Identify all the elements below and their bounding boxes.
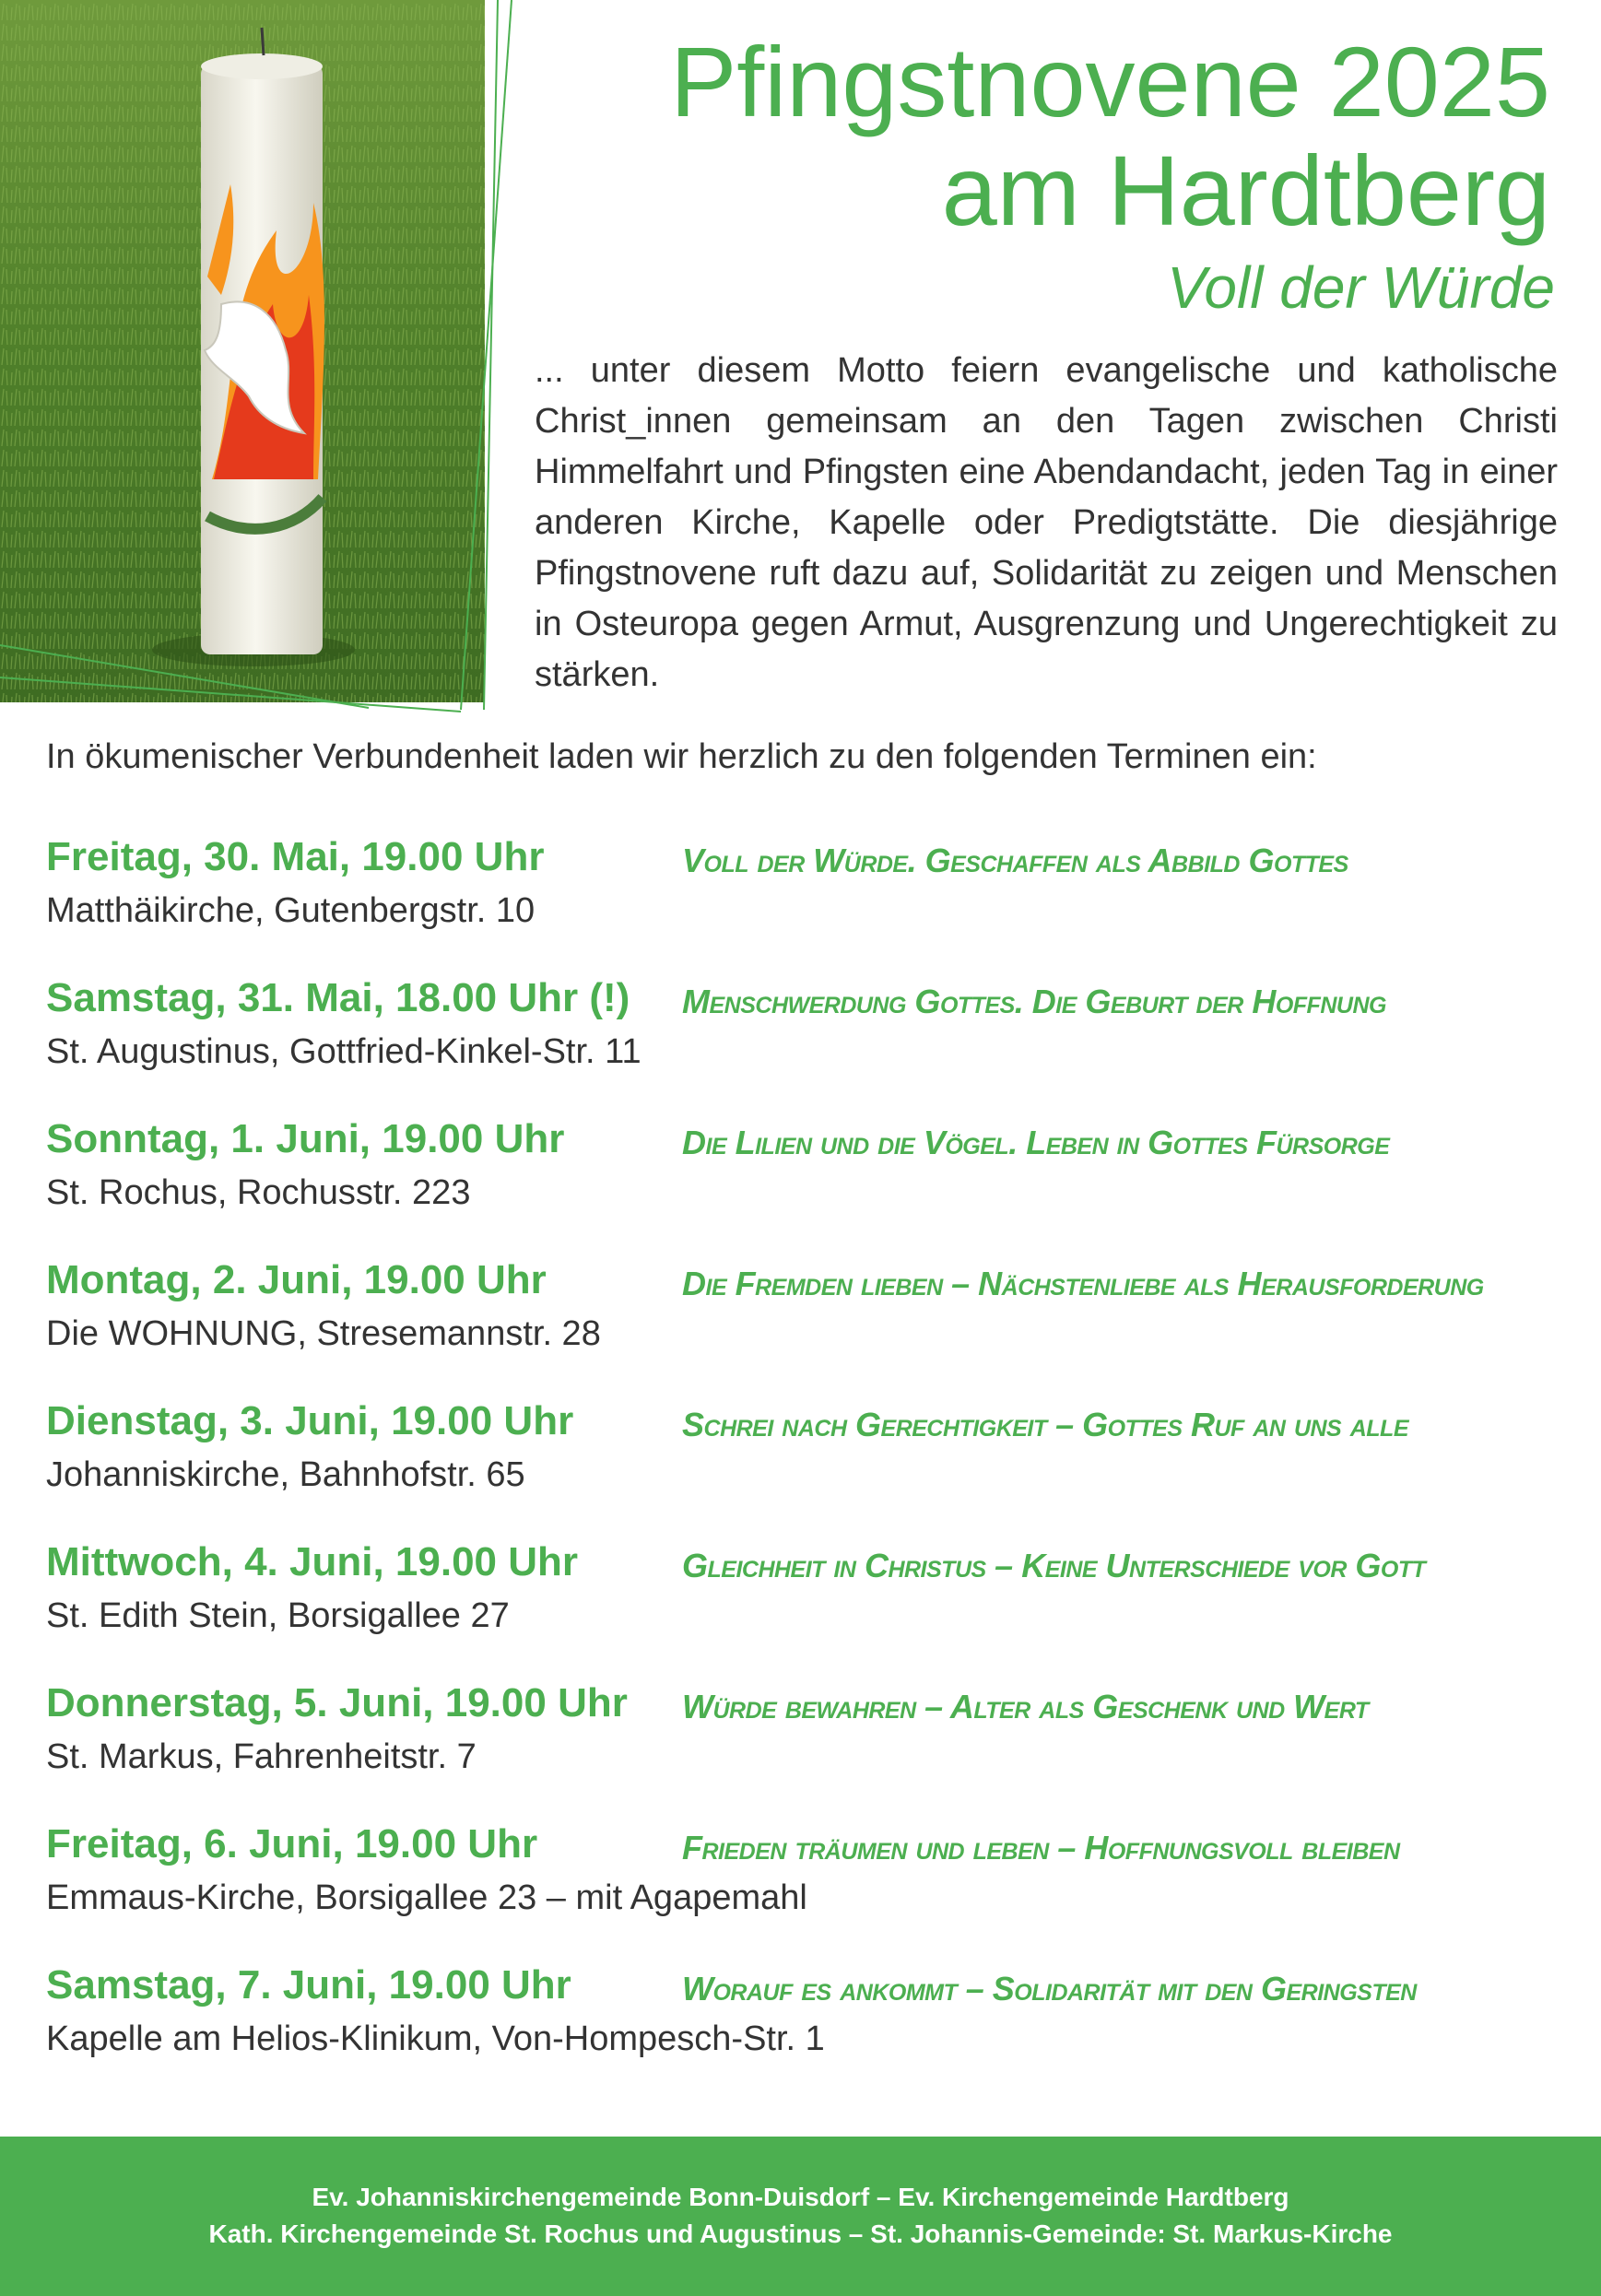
invitation-text: In ökumenischer Verbundenheit laden wir herzlich zu den folgenden Terminen ein: xyxy=(46,737,1317,776)
event-topic: Worauf es ankommt – Solidarität mit den Geringsten xyxy=(682,1970,1417,2008)
event-place: Johanniskirche, Bahnhofstr. 65 xyxy=(46,1455,525,1494)
event-topic: Die Fremden lieben – Nächstenliebe als Herausforderung xyxy=(682,1265,1484,1302)
event-place: Die WOHNUNG, Stresemannstr. 28 xyxy=(46,1314,601,1353)
event-place: Emmaus-Kirche, Borsigallee 23 – mit Agapemahl xyxy=(46,1878,807,1917)
subtitle: Voll der Würde xyxy=(1167,254,1555,321)
event-topic: Menschwerdung Gottes. Die Geburt der Hoffnung xyxy=(682,983,1386,1020)
title-line-2: am Hardtberg xyxy=(941,135,1550,246)
event-place: St. Edith Stein, Borsigallee 27 xyxy=(46,1596,510,1635)
intro-paragraph: ... unter diesem Motto feiern evangelische und katholische Christ_innen gemeinsam an den Tagen zwischen Christi Himmelfahrt und Pfingsten eine Abendandacht, jeden Tag in einer anderen Kirche, Kapelle oder Predigtstätte. Die diesjährige Pfingstnovene ruft dazu auf, Solidarität zu zeigen und Menschen in Osteuropa gegen Armut, Ausgrenzung und Ungerechtigkeit zu stärken. xyxy=(535,351,1558,694)
page-title xyxy=(670,28,1550,245)
event-date: Mittwoch, 4. Juni, 19.00 Uhr xyxy=(46,1539,579,1584)
event-date: Dienstag, 3. Juni, 19.00 Uhr xyxy=(46,1398,574,1443)
event-date: Freitag, 30. Mai, 19.00 Uhr xyxy=(46,834,545,879)
event-place: Matthäikirche, Gutenbergstr. 10 xyxy=(46,891,536,930)
event-place: St. Markus, Fahrenheitstr. 7 xyxy=(46,1737,477,1776)
footer-line-2: Kath. Kirchengemeinde St. Rochus und Augustinus – St. Johannis-Gemeinde: St. Markus-Kirche xyxy=(208,2219,1393,2248)
footer-banner xyxy=(0,2137,1601,2296)
footer-line-1: Ev. Johanniskirchengemeinde Bonn-Duisdorf – Ev. Kirchengemeinde Hardtberg xyxy=(312,2183,1289,2211)
event-date: Samstag, 7. Juni, 19.00 Uhr xyxy=(46,1962,571,2008)
event-place: St. Augustinus, Gottfried-Kinkel-Str. 11 xyxy=(46,1032,642,1071)
event-date: Freitag, 6. Juni, 19.00 Uhr xyxy=(46,1821,538,1866)
event-place: St. Rochus, Rochusstr. 223 xyxy=(46,1173,471,1212)
title-line-1: Pfingstnovene 2025 xyxy=(670,26,1550,137)
event-topic: Würde bewahren – Alter als Geschenk und Wert xyxy=(682,1688,1369,1725)
event-date: Sonntag, 1. Juni, 19.00 Uhr xyxy=(46,1116,565,1161)
event-topic: Gleichheit in Christus – Keine Unterschiede vor Gott xyxy=(682,1547,1426,1584)
event-topic: Voll der Würde. Geschaffen als Abbild Gottes xyxy=(682,842,1348,879)
event-topic: Die Lilien und die Vögel. Leben in Gottes Fürsorge xyxy=(682,1124,1390,1161)
event-place: Kapelle am Helios-Klinikum, Von-Hompesch-Str. 1 xyxy=(46,2019,825,2058)
event-topic: Frieden träumen und leben – Hoffnungsvoll bleiben xyxy=(682,1829,1400,1866)
event-date: Donnerstag, 5. Juni, 19.00 Uhr xyxy=(46,1680,628,1725)
event-topic: Schrei nach Gerechtigkeit – Gottes Ruf an uns alle xyxy=(682,1406,1408,1443)
event-date: Montag, 2. Juni, 19.00 Uhr xyxy=(46,1257,547,1302)
event-date: Samstag, 31. Mai, 18.00 Uhr (!) xyxy=(46,975,630,1020)
candle-photo xyxy=(0,0,485,702)
